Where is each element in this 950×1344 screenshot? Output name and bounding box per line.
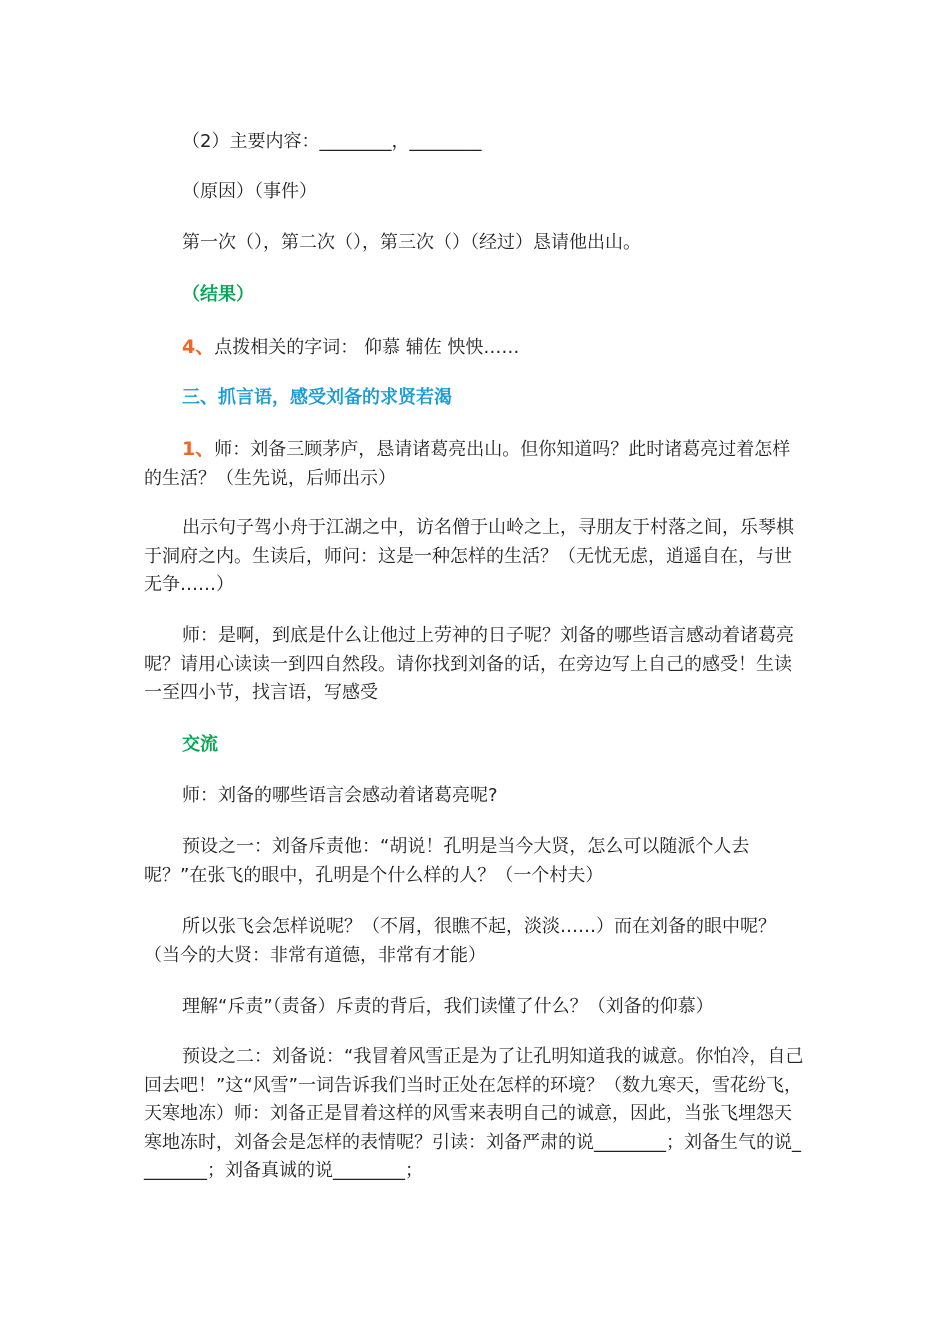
teacher-question-text: 师：刘备三顾茅庐，恳请诸葛亮出山。但你知道吗？此时诸葛亮过着怎样的生活？（生先说，后师出示） — [144, 439, 791, 489]
section-heading: 三、抓言语，感受刘备的求贤若渴 — [182, 387, 452, 408]
reading-task-paragraph: 师：是啊，到底是什么让他过上劳神的日子呢？刘备的哪些语言感动着诸葛亮呢？请用心读读一到四自然段。请你找到刘备的话，在旁边写上自己的感受！生读一至四小节，找言语，写感受 — [144, 625, 794, 703]
sentence-display-paragraph: 出示句子驾小舟于江湖之中，访名僧于山岭之上，寻朋友于村落之间，乐琴棋于洞府之内。生读后，师问：这是一种怎样的生活？（无忧无虑，逍遥自在，与世无争……） — [144, 517, 794, 595]
presupposition-one-paragraph: 预设之一：刘备斥责他：“胡说！孔明是当今大贤，怎么可以随派个人去呢？”在张飞的眼中，孔明是个什么样的人？（一个村夫） — [144, 836, 750, 886]
three-visits-line: 第一次（），第二次（），第三次（）（经过）恳请他出山。 — [182, 232, 641, 253]
zhangfei-attitude-paragraph: 所以张飞会怎样说呢？（不屑，很瞧不起，淡淡……）而在刘备的眼中呢？（当今的大贤：非常有道德，非常有才能） — [144, 916, 776, 966]
item-number: 1、 — [182, 438, 215, 460]
presupposition-two-paragraph: 预设之二：刘备说：“我冒着风雪正是为了让孔明知道我的诚意。你怕冷，自己回去吧！”这“风雪”一词告诉我们当时正处在怎样的环境？（数九寒天，雪花纷飞，天寒地冻）师：刘备正是冒着这样的风雪来表明自己的诚意，因此，当张飞埋怨天寒地冻时，刘备会是怎样的表情呢？引读：刘备严肃的说________；刘备生气的说________；刘备真诚的说________； — [144, 1046, 804, 1181]
cause-event-line: （原因）（事件） — [182, 181, 317, 202]
vocabulary-line — [144, 333, 804, 363]
teacher-question-paragraph — [144, 435, 804, 493]
main-content-line: （2）主要内容：________，________ — [182, 131, 482, 152]
result-label: （结果） — [182, 284, 254, 305]
item-number: 4、 — [182, 336, 215, 358]
vocabulary-text: 点拨相关的字词： 仰慕 辅佐 怏怏…… — [214, 337, 520, 358]
exchange-label: 交流 — [182, 734, 218, 755]
teacher-prompt: 师：刘备的哪些语言会感动着诸葛亮呢? — [182, 785, 498, 806]
understanding-line: 理解“斥责”（责备）斥责的背后，我们读懂了什么？（刘备的仰慕） — [182, 996, 714, 1017]
